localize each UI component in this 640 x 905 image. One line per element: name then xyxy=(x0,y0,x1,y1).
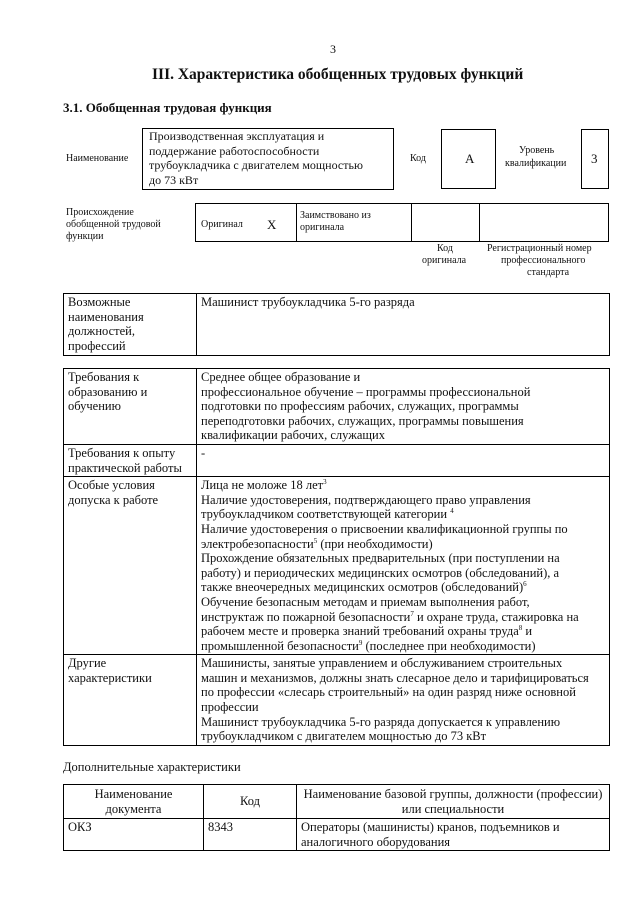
code-value: A xyxy=(465,151,475,166)
origin-label: обобщенной трудовой xyxy=(66,219,161,230)
code-original-caption: оригинала xyxy=(422,255,467,266)
footnote-marker: 3 xyxy=(323,478,327,486)
subsection-title: 3.1. Обобщенная трудовая функция xyxy=(63,100,272,115)
requirement-label: Требования к образованию и обучению xyxy=(64,369,197,445)
footnote-marker: 7 xyxy=(410,609,414,618)
reg-number-caption: Регистрационный номер xyxy=(487,243,592,254)
function-name-line: до 73 кВт xyxy=(149,172,199,187)
positions-label: Возможные наименования должностей, профессий xyxy=(64,294,197,356)
row-document: ОКЗ xyxy=(64,819,204,851)
code-box xyxy=(441,129,496,189)
requirement-label: Другие характеристики xyxy=(64,655,197,746)
reg-number-caption: стандарта xyxy=(527,267,570,278)
header-group: Наименование базовой группы, должности (профессии) или специальности xyxy=(297,785,610,819)
footnote-marker: 4 xyxy=(450,507,454,516)
requirement-line: промышленной безопасности$^9$ (последнее при необходимости) xyxy=(201,638,536,653)
code-label: Код xyxy=(410,153,426,164)
function-name-line: Производственная эксплуатация и xyxy=(149,129,325,143)
requirement-line: Обучение безопасным методам и приемам выполнения работ, xyxy=(201,594,530,609)
requirement-line: рабочем месте и проверка знаний требований охраны труда$^8$ и xyxy=(201,623,533,639)
footnote-marker: 6 xyxy=(523,580,527,589)
footnote-marker: 8 xyxy=(518,623,523,632)
table-row xyxy=(64,819,610,851)
requirement-value: Среднее общее образование и профессиональное обучение – программы профессиональной подготовки по профессиям рабочих, служащих, программы переподготовки рабочих, служащих, программы повышения квалификации рабочих, служащих xyxy=(197,369,610,445)
requirement-row xyxy=(64,369,610,445)
requirement-line: также внеочередных медицинских осмотров (обследований)$^6$ xyxy=(201,580,527,595)
header-document: Наименование документа xyxy=(64,785,204,819)
requirement-line: Наличие удостоверения о присвоении квалификационной группы по xyxy=(201,521,568,536)
requirement-label: Особые условия допуска к работе xyxy=(64,477,197,655)
level-label: Уровень xyxy=(519,145,555,156)
requirement-row xyxy=(64,477,610,655)
requirement-line: Лица не моложе 18 лет$^3$ xyxy=(201,478,327,493)
page-number: 3 xyxy=(330,42,336,56)
section-title: III. Характеристика обобщенных трудовых функций xyxy=(152,66,524,83)
requirement-line: электробезопасности$^5$ (при необходимости) xyxy=(201,536,433,551)
level-box xyxy=(581,129,609,189)
row-code: 8343 xyxy=(204,819,297,851)
function-name-box xyxy=(142,128,394,190)
original-label: Оригинал xyxy=(201,219,243,230)
level-value: 3 xyxy=(591,151,598,166)
borrowed-label: Заимствовано из xyxy=(300,210,371,221)
requirement-line: трубоукладчиком соответствующей категории $^4$ xyxy=(201,507,454,522)
requirement-label: Требования к опыту практической работы xyxy=(64,444,197,476)
requirements-table xyxy=(63,368,610,746)
requirement-row xyxy=(64,655,610,746)
positions-table xyxy=(63,293,610,356)
row-group: Операторы (машинисты) кранов, подъемников и аналогичного оборудования xyxy=(297,819,610,851)
requirement-line: Наличие удостоверения, подтверждающего право управления xyxy=(201,492,531,507)
requirement-row xyxy=(64,444,610,476)
header-code: Код xyxy=(204,785,297,819)
footnote-marker: 5 xyxy=(313,536,318,545)
origin-label: функции xyxy=(66,231,104,242)
origin-label: Происхождение xyxy=(66,207,134,218)
requirement-line: работу) и периодических медицинских осмотров (обследований), а xyxy=(201,565,560,580)
requirement-line: инструктаж по пожарной безопасности$^7$ и охране труда, стажировка на xyxy=(201,609,579,624)
requirement-value: Машинисты, занятые управлением и обслуживанием строительных машин и механизмов, должны знать слесарное дело и тарифицироваться по профессии «слесарь строительный» на один разряд ниже основной профессии Машинист трубоукладчика 5-го разряда допускается к управлению трубоукладчиком с двигателем мощностью до 73 кВт xyxy=(197,655,610,746)
requirement-value xyxy=(197,477,610,655)
additional-table xyxy=(63,784,610,851)
origin-row xyxy=(195,203,609,242)
requirement-line: Прохождение обязательных предварительных (при поступлении на xyxy=(201,551,560,566)
borrowed-label: оригинала xyxy=(300,222,345,233)
name-label: Наименование xyxy=(66,153,129,164)
requirement-value: - xyxy=(197,444,610,476)
code-original-caption: Код xyxy=(437,243,453,254)
function-name-line: поддержание работоспособности xyxy=(149,143,320,158)
reg-number-caption: профессионального xyxy=(501,255,586,266)
positions-value: Машинист трубоукладчика 5-го разряда xyxy=(197,294,610,356)
level-label: квалификации xyxy=(505,158,567,169)
footnote-marker: 9 xyxy=(358,638,363,647)
function-name-line: трубоукладчика с двигателем мощностью xyxy=(149,158,363,173)
additional-title: Дополнительные характеристики xyxy=(63,760,241,774)
original-mark: X xyxy=(267,217,277,232)
